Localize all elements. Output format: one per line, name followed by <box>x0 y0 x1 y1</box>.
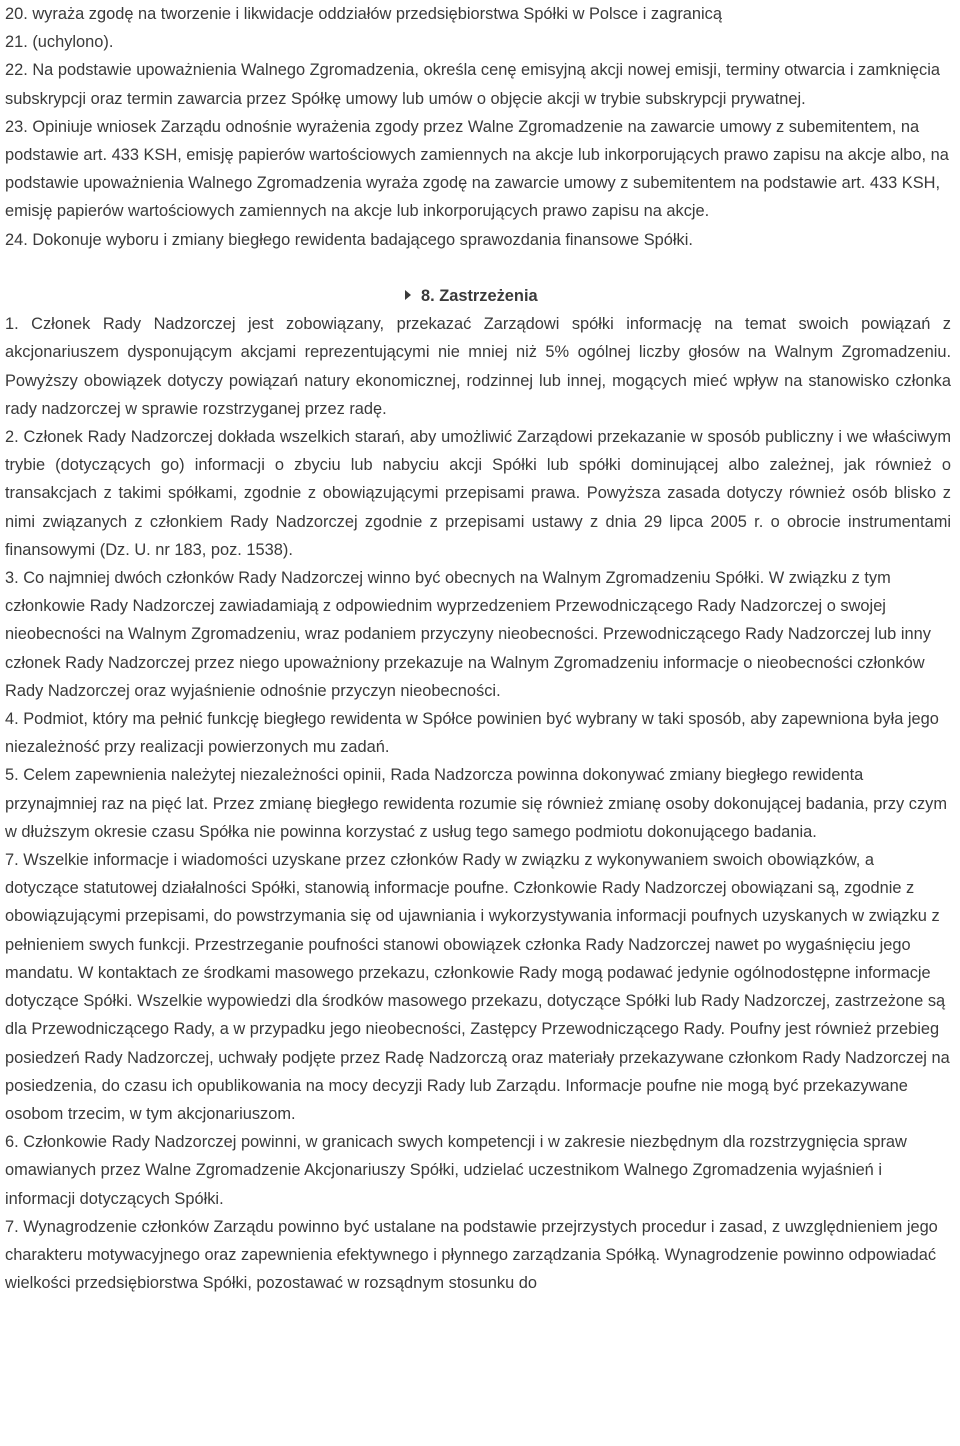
list-after-section <box>5 310 951 1297</box>
paragraph-z2: 2. Członek Rady Nadzorczej dokłada wszelkich starań, aby umożliwić Zarządowi przekazanie w sposób publiczny i we właściwym trybie (dotyczących go) informacji o zbyciu lub nabyciu akcji Spółki lub spółki dominującej albo zależnej, jak również o transakcjach z takimi spółkami, zgodnie z obowiązującymi przepisami prawa. Powyższa zasada dotyczy również osób blisko z nimi związanych z członkiem Rady Nadzorczej zgodnie z przepisami ustawy z dnia 29 lipca 2005 r. o obrocie instrumentami finansowymi (Dz. U. nr 183, poz. 1538). <box>5 428 951 559</box>
paragraph-p22: 22. Na podstawie upoważnienia Walnego Zgromadzenia, określa cenę emisyjną akcji nowej emisji, terminy otwarcia i zamknięcia subskrypcji oraz termin zawarcia przez Spółkę umowy lub umów o objęcie akcji w trybie subskrypcji prywatnej. <box>5 61 941 108</box>
paragraph-p24: 24. Dokonuje wyboru i zmiany biegłego rewidenta badającego sprawozdania finansowe Spółki. <box>5 230 693 249</box>
paragraph-z3: 3. Co najmniej dwóch członków Rady Nadzorczej winno być obecnych na Walnym Zgromadzeniu Spółki. W związku z tym członkowie Rady Nadzorczej zawiadamiają z odpowiednim wyprzedzeniem Przewodniczącego Rady Nadzorczej o swojej nieobecności na Walnym Zgromadzeniu, wraz podaniem przyczyny nieobecności. Przewodniczącego Rady Nadzorczej lub inny członek Rady Nadzorczej przez niego upoważniony przekazuje na Walnym Zgromadzeniu informacje o nieobecności członków Rady Nadzorczej oraz wyjaśnienie odnośnie przyczyn nieobecności. <box>5 569 931 700</box>
paragraph-z6: 6. Członkowie Rady Nadzorczej powinni, w granicach swych kompetencji i w zakresie niezbędnym dla rozstrzygnięcia spraw omawianych przez Walne Zgromadzenie Akcjonariuszy Spółki, udzielać uczestnikom Walnego Zgromadzenia wyjaśnień i informacji dotyczących Spółki. <box>5 1133 907 1208</box>
list-before-section <box>5 0 951 254</box>
paragraph-z7a: 7. Wszelkie informacje i wiadomości uzyskane przez członków Rady w związku z wykonywaniem swoich obowiązków, a dotyczące statutowej działalności Spółki, stanowią informacje poufne. Członkowie Rady Nadzorczej obowiązani są, zgodnie z obowiązującymi przepisami, do powstrzymania się od ujawniania i wykorzystywania informacji poufnych uzyskanych w związku z pełnieniem swych funkcji. Przestrzeganie poufności stanowi obowiązek członka Rady Nadzorczej nawet po wygaśnięciu jego mandatu. W kontaktach ze środkami masowego przekazu, członkowie Rady mogą podawać jedynie ogólnodostępne informacje dotyczące Spółki. Wszelkie wypowiedzi dla środków masowego przekazu, dotyczące Spółki lub Rady Nadzorczej, zastrzeżone są dla Przewodniczącego Rady, a w przypadku jego nieobecności, Zastępcy Przewodniczącego Rady. Poufny jest również przebieg posiedzeń Rady Nadzorczej, uchwały podjęte przez Radę Nadzorczą oraz materiały przekazywane członkom Rady Nadzorczej na posiedzenia, do czasu ich opublikowania na mocy decyzji Rady lub Zarządu. Informacje poufne nie mogą być przekazywane osobom trzecim, w tym akcjonariuszom. <box>5 851 950 1123</box>
paragraph-z7b: 7. Wynagrodzenie członków Zarządu powinno być ustalane na podstawie przejrzystych procedur i zasad, z uwzględnieniem jego charakteru motywacyjnego oraz zapewnienia efektywnego i płynnego zarządzania Spółką. Wynagrodzenie powinno odpowiadać wielkości przedsiębiorstwa Spółki, pozostawać w rozsądnym stosunku do <box>5 1217 938 1293</box>
bullet-arrow-icon <box>405 290 411 300</box>
spacer <box>5 254 951 282</box>
section-heading-text: 8. Zastrzeżenia <box>421 287 538 306</box>
paragraph-z1: 1. Członek Rady Nadzorczej jest zobowiązany, przekazać Zarządowi spółki informację na temat swoich powiązań z akcjonariuszem dysponującym akcjami reprezentującymi nie mniej niż 5% ogólnej liczby głosów na Walnym Zgromadzeniu. Powyższy obowiązek dotyczy powiązań natury ekonomicznej, rodzinnej lub innej, mogących mieć wpływ na stanowisko członka rady nadzorczej w sprawie rozstrzyganej przez radę. <box>5 315 951 418</box>
section-heading <box>5 282 951 310</box>
paragraph-z5: 5. Celem zapewnienia należytej niezależności opinii, Rada Nadzorcza powinna dokonywać zmiany biegłego rewidenta przynajmniej raz na pięć lat. Przez zmianę biegłego rewidenta rozumie się również zmianę osoby dokonującej badania, przy czym w dłuższym okresie czasu Spółka nie powinna korzystać z usług tego samego podmiotu dokonującego badania. <box>5 766 948 841</box>
paragraph-z4: 4. Podmiot, który ma pełnić funkcję biegłego rewidenta w Spółce powinien być wybrany w taki sposób, aby zapewniona była jego niezależność przy realizacji powierzonych mu zadań. <box>5 710 939 757</box>
paragraph-p20: 20. wyraża zgodę na tworzenie i likwidacje oddziałów przedsiębiorstwa Spółki w Polsce i zagranicą <box>5 5 722 23</box>
paragraph-p23: 23. Opiniuje wniosek Zarządu odnośnie wyrażenia zgody przez Walne Zgromadzenie na zawarcie umowy z subemitentem, na podstawie art. 433 KSH, emisję papierów wartościowych zamiennych na akcje lub inkorporujących prawo zapisu na akcje albo, na podstawie upoważnienia Walnego Zgromadzenia wyraża zgodę na zawarcie umowy z subemitentem na podstawie art. 433 KSH, emisję papierów wartościowych zamiennych na akcje lub inkorporujących prawo zapisu na akcje. <box>5 117 949 221</box>
paragraph-p21: 21. (uchylono). <box>5 33 114 52</box>
